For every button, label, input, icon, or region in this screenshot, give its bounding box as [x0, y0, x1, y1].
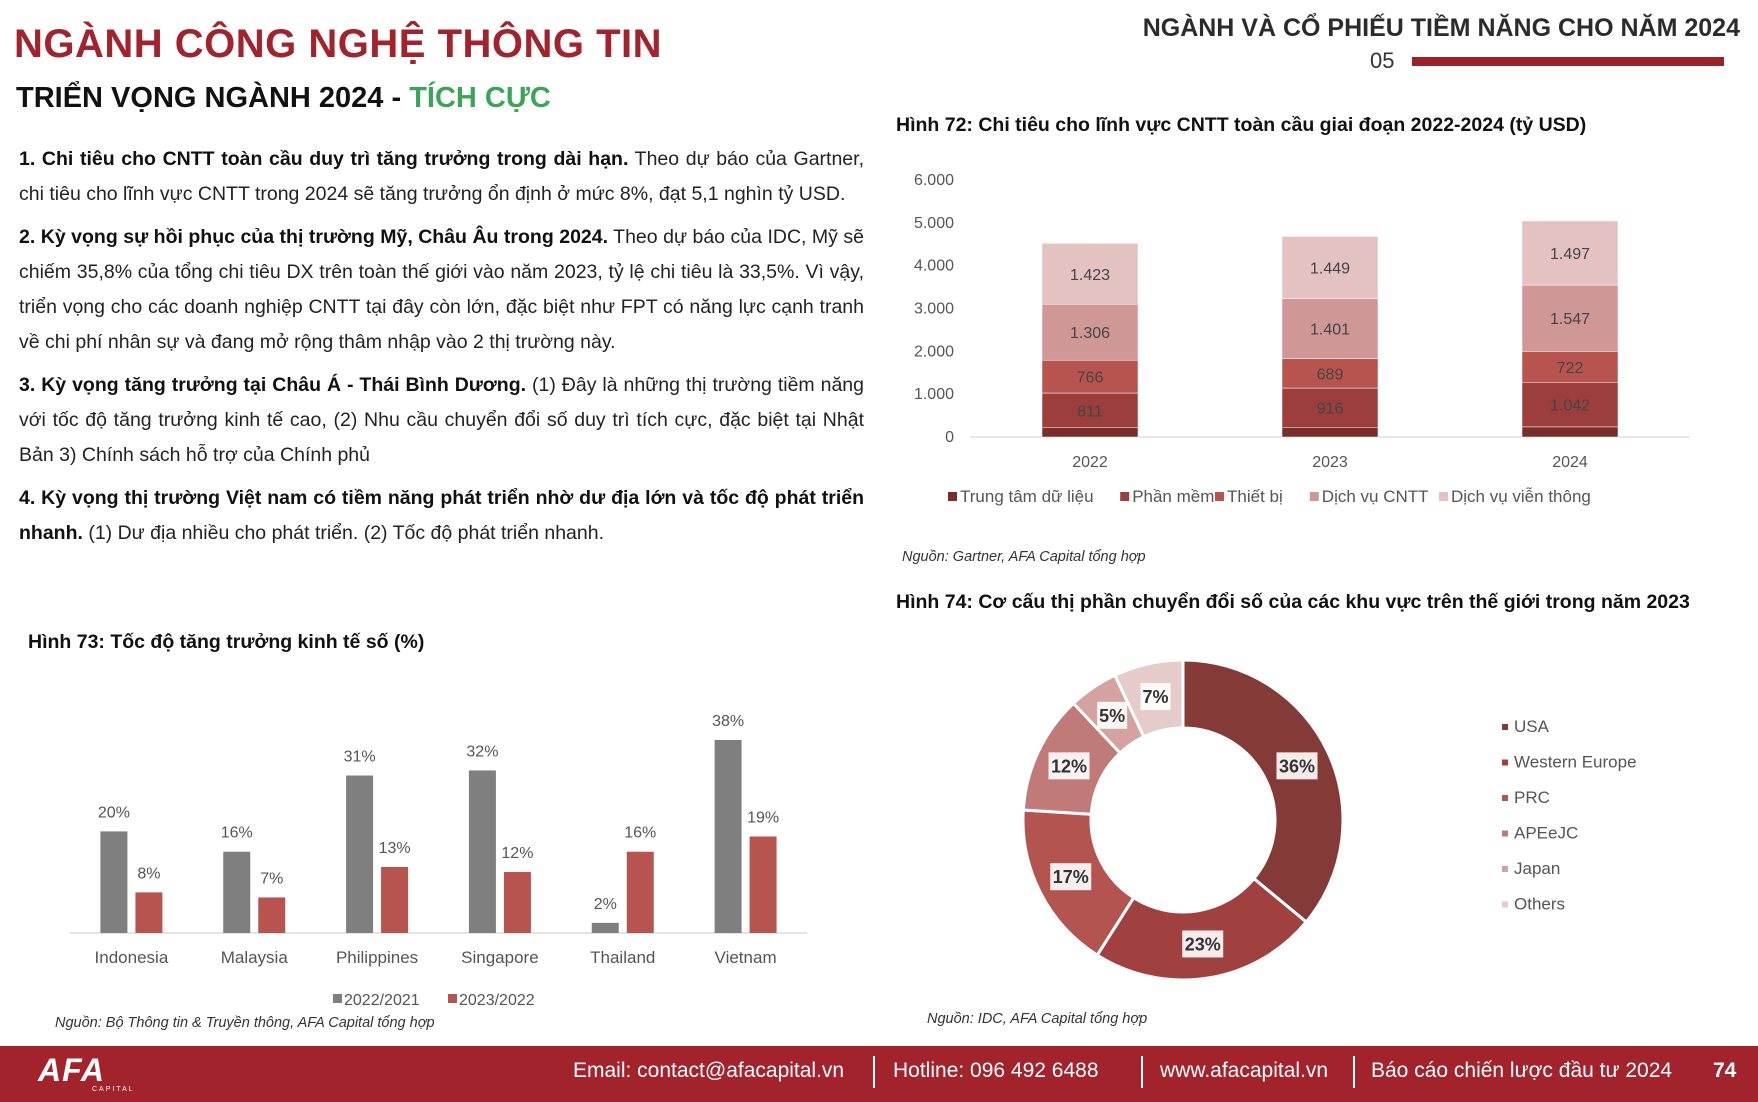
data-label: 1.423	[1069, 266, 1111, 284]
data-label: 12%	[1050, 756, 1088, 777]
x-tick-label: Thailand	[590, 948, 656, 967]
subtitle-prefix: TRIỂN VỌNG NGÀNH 2024 -	[16, 82, 410, 114]
data-label: 811	[1077, 403, 1103, 421]
data-label: 23%	[1184, 934, 1221, 955]
data-label: 17%	[1052, 867, 1089, 888]
footer	[0, 1046, 1758, 1102]
data-label: 1.306	[1069, 325, 1111, 343]
afa-logo: AFA	[38, 1052, 105, 1088]
paragraph-4-text: (1) Dư địa nhiều cho phát triển. (2) Tốc độ phát triển nhanh.	[82, 521, 605, 544]
footer-divider	[873, 1056, 875, 1088]
y-tick-label: 0	[945, 429, 954, 446]
data-label: 8%	[137, 865, 161, 883]
data-label: 38%	[712, 712, 745, 730]
bar-segment	[1522, 427, 1618, 437]
legend-label: 2022/2021	[344, 992, 420, 1009]
data-label: 1.042	[1549, 397, 1591, 415]
legend-swatch	[333, 994, 342, 1003]
bar	[100, 831, 127, 933]
fig72-source: Nguồn: Gartner, AFA Capital tổng hợp	[902, 549, 1146, 565]
paragraph-4	[19, 481, 864, 552]
legend-swatch	[1502, 866, 1508, 872]
footer-divider	[1141, 1056, 1143, 1088]
data-label: 1.449	[1309, 260, 1351, 278]
bar	[223, 852, 250, 933]
bar	[346, 776, 373, 933]
fig73-title: Hình 73: Tốc độ tăng trưởng kinh tế số (%)	[28, 631, 425, 653]
bar	[504, 872, 531, 933]
paragraph-2-heading: 2. Kỳ vọng sự hồi phục của thị trường Mỹ, Châu Âu trong 2024.	[19, 225, 609, 248]
y-tick-label: 5.000	[913, 214, 954, 232]
data-label: 12%	[501, 845, 534, 863]
footer-report-name: Báo cáo chiến lược đầu tư 2024	[1371, 1059, 1673, 1082]
paragraph-3-heading: 3. Kỳ vọng tăng trưởng tại Châu Á - Thái Bình Dương.	[19, 373, 527, 396]
legend-label: APEeJC	[1514, 823, 1579, 843]
data-label: 2%	[593, 895, 617, 913]
data-label: 722	[1556, 359, 1584, 377]
data-label: 32%	[466, 743, 499, 761]
fig73-source: Nguồn: Bộ Thông tin & Truyền thông, AFA Capital tổng hợp	[55, 1015, 435, 1031]
digital-transformation-share-chart	[1010, 655, 1740, 985]
bar	[469, 770, 496, 933]
section-number: 05	[1370, 48, 1395, 73]
bar	[750, 836, 777, 933]
footer-website[interactable]: www.afacapital.vn	[1160, 1059, 1329, 1082]
header-accent-bar	[1412, 57, 1724, 66]
x-tick-label: Singapore	[461, 948, 539, 967]
data-label: 16%	[220, 824, 253, 842]
legend-swatch	[1439, 492, 1448, 501]
page-title: NGÀNH CÔNG NGHỆ THÔNG TIN	[14, 22, 663, 66]
fig74-source: Nguồn: IDC, AFA Capital tổng hợp	[927, 1011, 1148, 1027]
data-label: 31%	[343, 748, 376, 766]
y-tick-label: 1.000	[913, 386, 954, 404]
legend-swatch	[1502, 760, 1508, 766]
paragraph-3-text: (1) Đây là những thị trường tiềm năng với tốc độ tăng trưởng kinh tế cao, (2) Nhu cầu chuyển đổi số duy trì tích cực, đặc biệt tại Nhật Bản 3) Chính sách hỗ trợ của Chính phủ	[19, 373, 865, 467]
legend-swatch	[1310, 492, 1319, 501]
data-label: 36%	[1278, 756, 1316, 777]
legend-label: PRC	[1514, 788, 1550, 807]
legend-swatch	[1502, 724, 1508, 730]
legend-label: Phần mềm	[1132, 487, 1215, 506]
bar	[258, 897, 285, 933]
data-label: 1.497	[1549, 246, 1591, 264]
legend-label: Western Europe	[1514, 752, 1637, 772]
data-label: 1.547	[1549, 311, 1591, 329]
bar-segment	[1042, 428, 1138, 437]
legend-label: Dịch vụ viễn thông	[1451, 487, 1591, 506]
subtitle-outlook: TÍCH CỰC	[409, 82, 551, 114]
paragraph-1-text: Theo dự báo của Gartner, chi tiêu cho lĩnh vực CNTT trong 2024 sẽ tăng trưởng ổn định ở mức 8%, đạt 5,1 nghìn tỷ USD.	[19, 148, 864, 206]
paragraph-1-heading: 1. Chi tiêu cho CNTT toàn cầu duy trì tăng trưởng trong dài hạn.	[19, 148, 629, 170]
x-tick-label: 2022	[1072, 454, 1108, 471]
data-label: 1.401	[1309, 321, 1351, 339]
legend-swatch	[1215, 492, 1224, 501]
bar-segment	[1282, 427, 1378, 437]
data-label: 689	[1316, 366, 1344, 384]
donut-slice	[1183, 660, 1343, 922]
x-tick-label: Indonesia	[94, 948, 169, 967]
y-tick-label: 4.000	[913, 257, 954, 275]
legend-label: 2023/2022	[459, 992, 535, 1009]
legend-swatch	[448, 994, 457, 1003]
y-tick-label: 2.000	[913, 343, 954, 361]
data-label: 16%	[624, 824, 657, 842]
afa-logo-subtext: CAPITAL	[92, 1086, 135, 1093]
fig74-title: Hình 74: Cơ cấu thị phần chuyển đổi số của các khu vực trên thế giới trong năm 2023	[896, 591, 1690, 613]
data-label: 13%	[378, 839, 411, 857]
data-label: 7%	[1142, 687, 1169, 708]
digital-economy-growth-chart	[40, 655, 830, 1020]
legend-swatch	[1502, 795, 1508, 801]
x-tick-label: 2024	[1552, 454, 1588, 471]
legend-swatch	[1502, 831, 1508, 837]
x-tick-label: Vietnam	[714, 948, 777, 967]
x-tick-label: 2023	[1312, 454, 1348, 471]
legend-label: USA	[1514, 717, 1549, 736]
legend-label: Japan	[1514, 859, 1561, 878]
footer-email[interactable]: Email: contact@afacapital.vn	[573, 1059, 845, 1082]
y-tick-label: 6.000	[913, 172, 954, 189]
data-label: 20%	[97, 804, 130, 822]
footer-page-number: 74	[1713, 1059, 1737, 1082]
footer-hotline[interactable]: Hotline: 096 492 6488	[893, 1059, 1099, 1082]
bar	[135, 892, 162, 933]
legend-label: Others	[1514, 894, 1566, 914]
data-label: 19%	[747, 809, 780, 827]
legend-swatch	[1502, 902, 1508, 908]
fig72-title: Hình 72: Chi tiêu cho lĩnh vực CNTT toàn cầu giai đoạn 2022-2024 (tỷ USD)	[896, 114, 1587, 136]
report-title: NGÀNH VÀ CỔ PHIẾU TIỀM NĂNG CHO NĂM 2024	[1142, 14, 1740, 42]
it-spending-chart	[890, 160, 1710, 525]
paragraph-2	[19, 220, 864, 361]
bar	[715, 740, 742, 933]
paragraph-3	[19, 368, 864, 474]
data-label: 766	[1076, 369, 1104, 387]
y-tick-label: 3.000	[913, 300, 954, 318]
bar	[592, 923, 619, 933]
paragraph-4-heading: 4. Kỳ vọng thị trường Việt nam có tiềm năng phát triển nhờ dư địa lớn và tốc độ phát triển nhanh.	[19, 486, 864, 544]
section-subtitle	[16, 82, 551, 115]
x-tick-label: Malaysia	[220, 948, 288, 967]
legend-swatch	[1120, 492, 1129, 501]
bar	[627, 852, 654, 933]
data-label: 5%	[1099, 705, 1126, 726]
data-label: 916	[1316, 400, 1344, 418]
bar	[381, 867, 408, 933]
data-label: 7%	[260, 870, 284, 888]
legend-label: Trung tâm dữ liệu	[960, 487, 1094, 506]
legend-label: Thiết bị	[1227, 487, 1283, 506]
paragraph-2-text: Theo dự báo của IDC, Mỹ sẽ chiếm 35,8% của tổng chi tiêu DX trên toàn thế giới vào năm 2023, tỷ lệ chi tiêu là 33,5%. Vì vậy, triển vọng cho các doanh nghiệp CNTT tại đây còn lớn, đặc biệt như FPT có năng lực cạnh tranh về chi phí nhân sự và đang mở rộng thâm nhập vào 2 thị trường này.	[19, 225, 864, 354]
x-tick-label: Philippines	[335, 948, 419, 967]
body-text	[19, 142, 864, 558]
legend-swatch	[948, 492, 957, 501]
legend-label: Dịch vụ CNTT	[1321, 487, 1429, 506]
paragraph-1	[19, 142, 864, 213]
footer-divider	[1353, 1056, 1355, 1088]
